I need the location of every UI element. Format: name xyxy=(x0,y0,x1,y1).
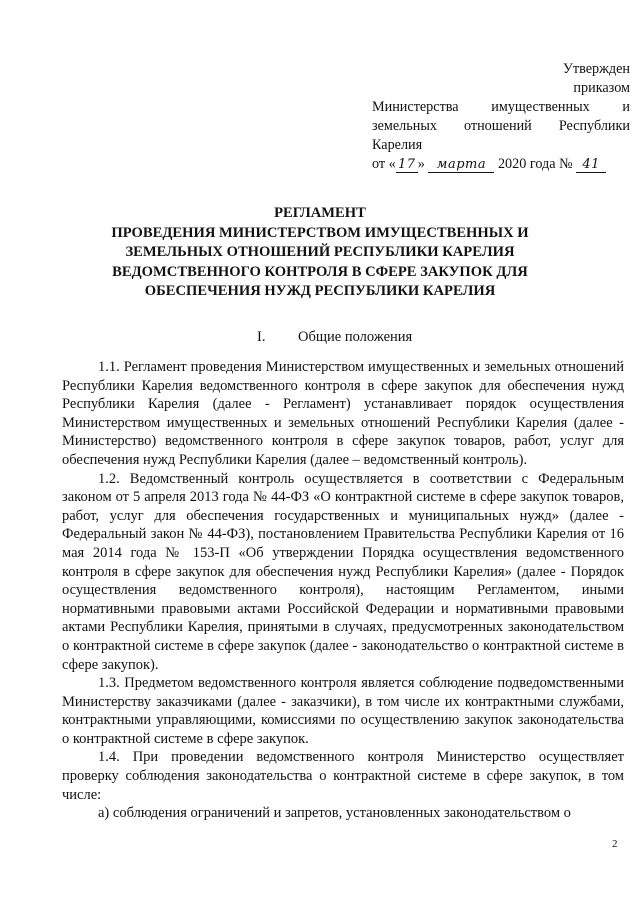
approval-line-karelia: Карелия xyxy=(372,137,423,153)
date-mid: » xyxy=(417,156,425,172)
title-line-5: ОБЕСПЕЧЕНИЯ НУЖД РЕСПУБЛИКИ КАРЕЛИЯ xyxy=(144,283,496,299)
title-line-4: ВЕДОМСТВЕННОГО КОНТРОЛЯ В СФЕРЕ ЗАКУПОК ДЛЯ xyxy=(112,263,528,280)
section-number: I. xyxy=(257,329,266,345)
title-line-3: ЗЕМЕЛЬНЫХ ОТНОШЕНИЙ РЕСПУБЛИКИ КАРЕЛИЯ xyxy=(125,244,515,260)
approval-date-line xyxy=(372,155,630,174)
handwritten-day: 17 xyxy=(396,157,418,173)
section-title: Общие положения xyxy=(298,329,413,345)
handwritten-month: марта xyxy=(428,157,494,173)
approval-line-order: приказом xyxy=(573,80,630,96)
approval-block xyxy=(372,60,630,174)
approval-line-ministry: Министерства имущественных и xyxy=(372,99,630,115)
page-number: 2 xyxy=(612,838,618,850)
paragraph-1-4: 1.4. При проведении ведомственного контроля Министерство осуществляет проверку соблюдения законодательства о контрактной системе в сфере закупок, в том числе: xyxy=(62,749,624,803)
document-title xyxy=(60,204,580,302)
date-prefix: от « xyxy=(372,156,396,172)
date-year: 2020 года № xyxy=(497,156,573,172)
approval-line-relations: земельных отношений Республики xyxy=(372,118,630,134)
approval-line-approved: Утвержден xyxy=(562,61,630,77)
paragraph-1-2: 1.2. Ведомственный контроль осуществляется в соответствии с Федеральным законом от 5 апреля 2013 года № 44-ФЗ «О контрактной системе в сфере закупок товаров, работ, услуг для обеспечения государственных и муниципальных нужд» (далее - Федеральный закон № 44-ФЗ), постановлением Правительства Республики Карелия от 16 мая 2014 года № 153-П «Об утверждении Порядка осуществления ведомственного контроля в сфере закупок для обеспечения нужд Республики Карелия» (далее - Порядок осуществления ведомственного контроля), настоящим Регламентом, иными нормативными правовыми актами Российской Федерации и нормативными правовыми актами Республики Карелия, принятыми в случаях, предусмотренных законодательством о контрактной системе в сфере закупок (далее - законодательство о контрактной системе в сфере закупок). xyxy=(62,470,624,673)
paragraph-1-1: 1.1. Регламент проведения Министерством имущественных и земельных отношений Республики Карелия ведомственного контроля в сфере закупок для обеспечения нужд Республики Карелия (далее - Регламент) устанавливает порядок осуществления Министерством имущественных и земельных отношений Республики Карелия (далее - Министерство) ведомственного контроля в сфере закупок товаров, работ, услуг для обеспечения нужд Республики Карелия (далее – ведомственный контроль). xyxy=(62,359,624,468)
document-body xyxy=(62,352,624,823)
paragraph-1-3: 1.3. Предметом ведомственного контроля является соблюдение подведомственными Министерству заказчиками (далее - заказчики), в том числе их контрактными службами, контрактными управляющими, комиссиями по осуществлению закупок законодательства о контрактной системе в сфере закупок. xyxy=(62,675,624,747)
title-line-2: ПРОВЕДЕНИЯ МИНИСТЕРСТВОМ ИМУЩЕСТВЕННЫХ И xyxy=(111,224,529,241)
handwritten-number: 41 xyxy=(576,157,606,173)
paragraph-1-4-a: а) соблюдения ограничений и запретов, установленных законодательством о xyxy=(98,805,571,822)
title-line-1: РЕГЛАМЕНТ xyxy=(274,205,366,221)
